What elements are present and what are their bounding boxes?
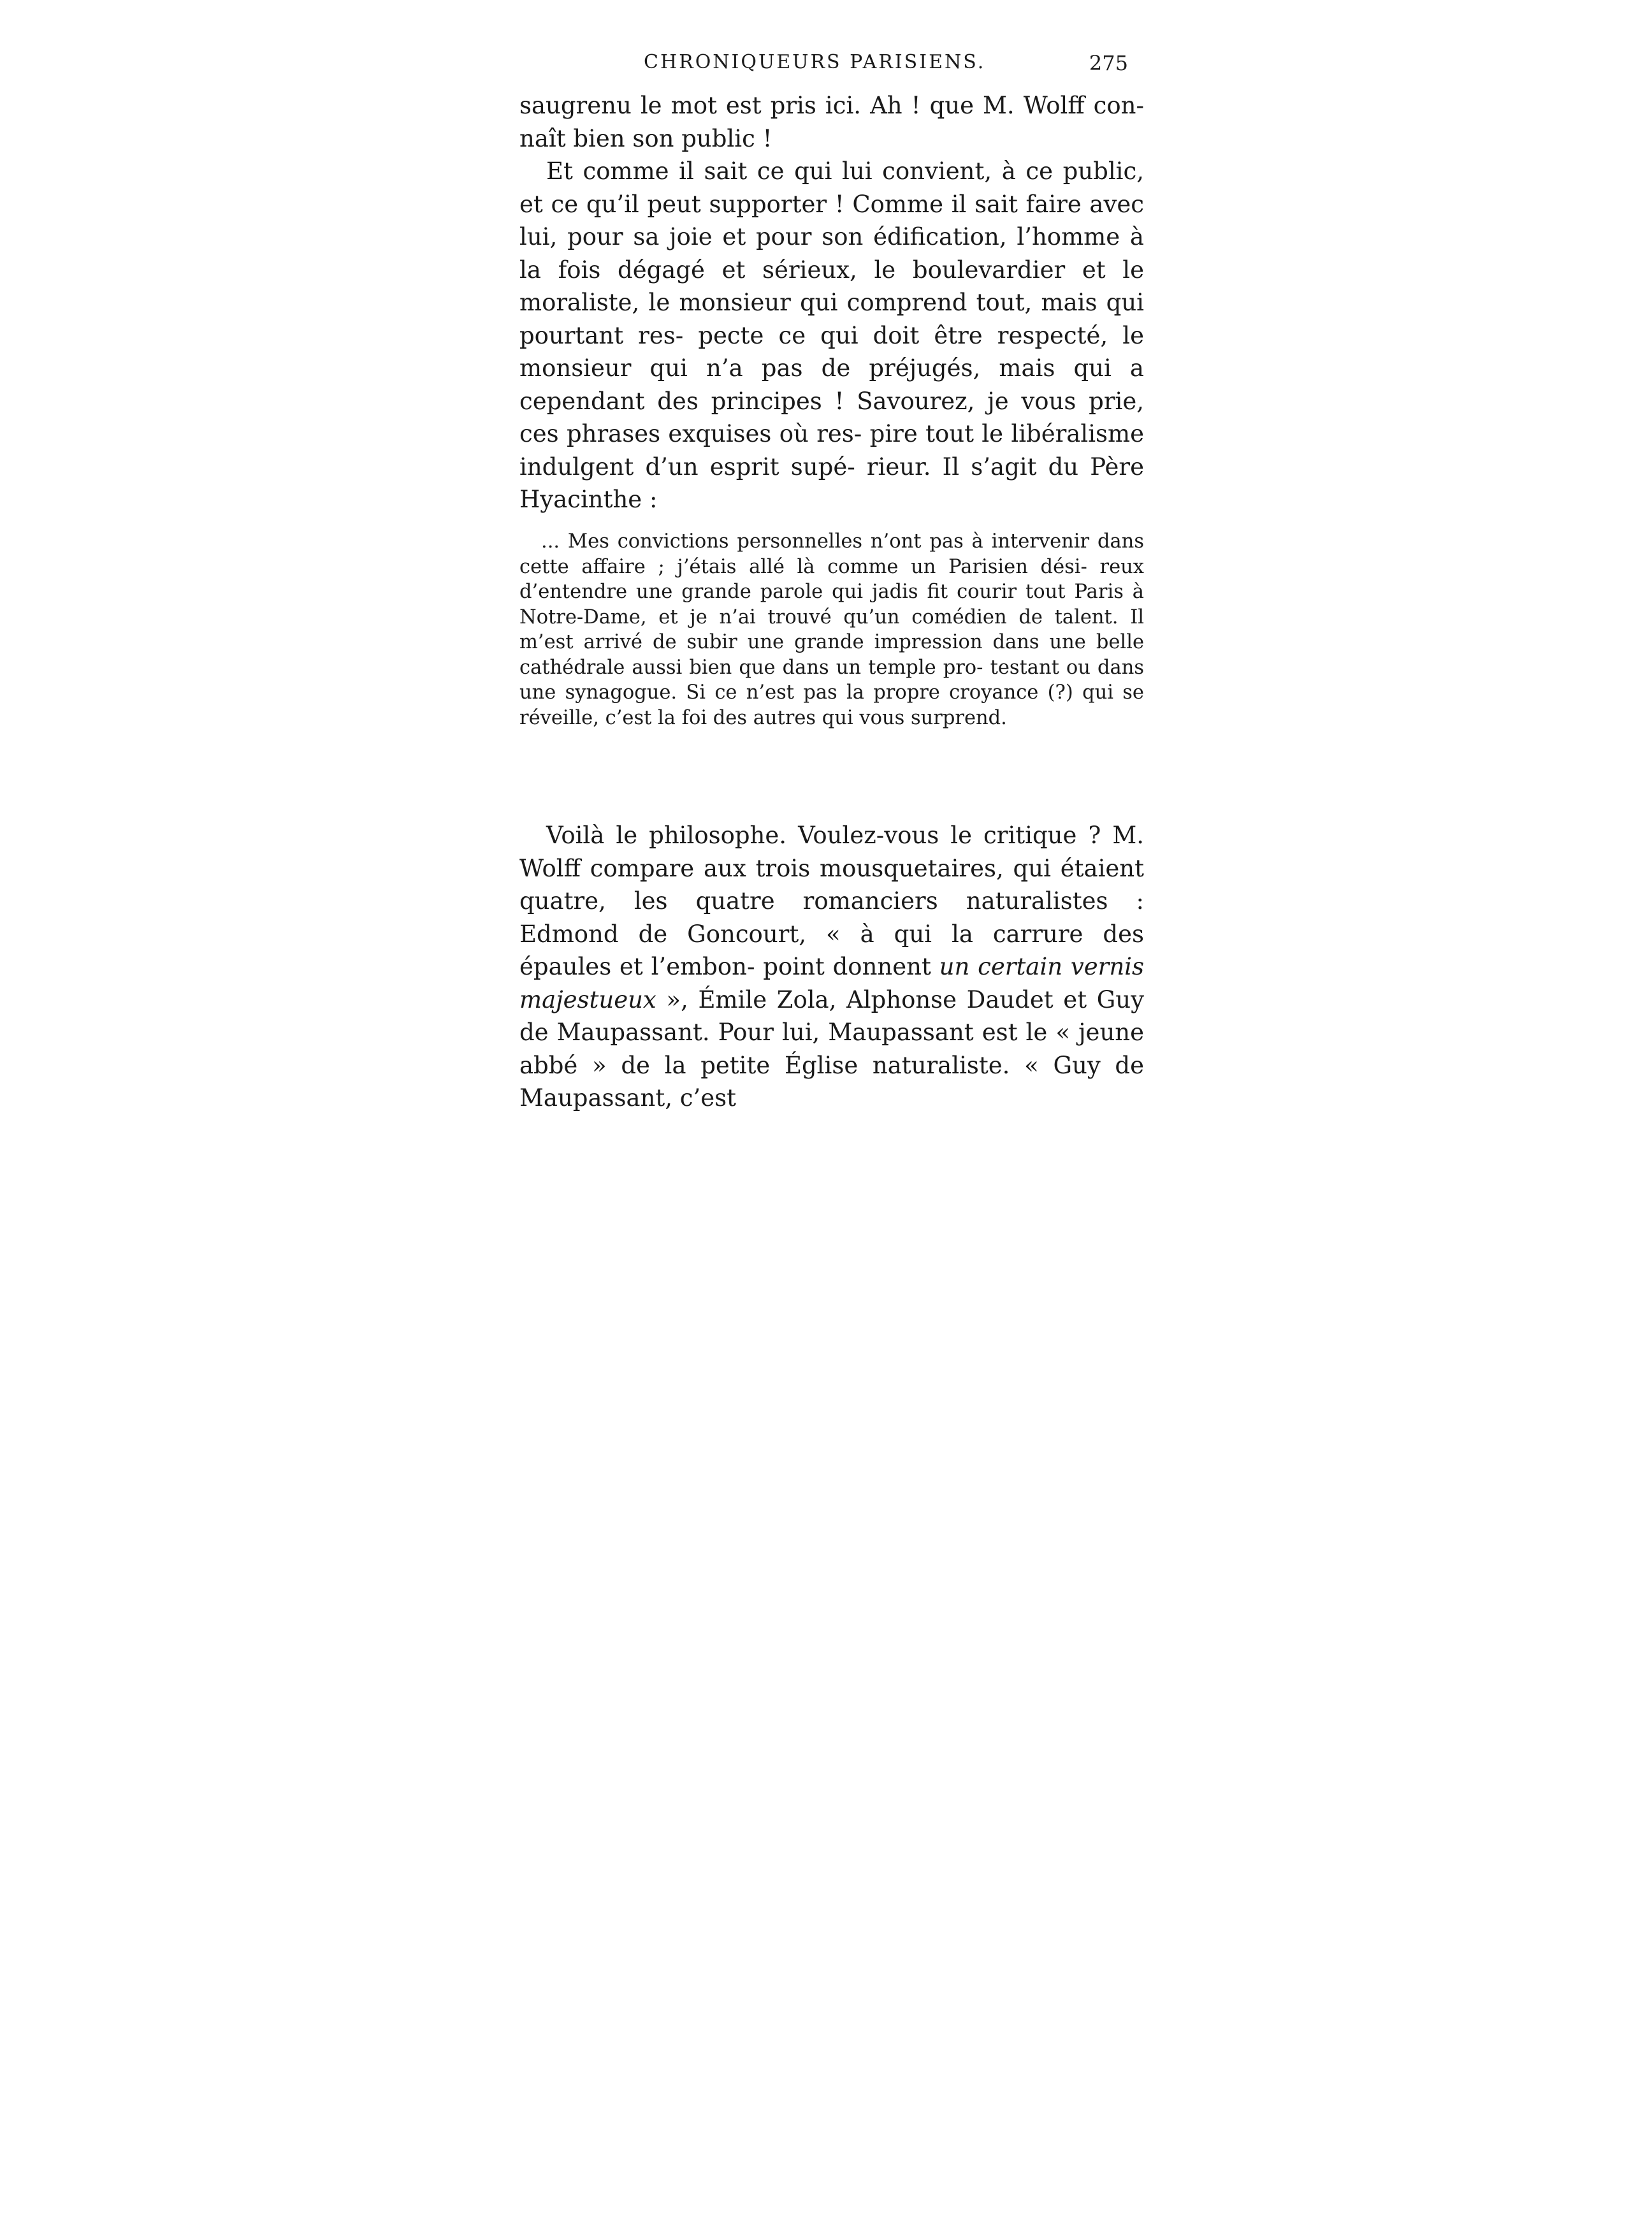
body-text-bottom <box>519 819 1144 1115</box>
page-number: 275 <box>1089 51 1128 75</box>
text-line: naît bien son public ! <box>519 124 772 152</box>
quote-line: ... Mes convictions personnelles n’ont pas à intervenir <box>541 530 1090 553</box>
paragraph <box>519 155 1144 516</box>
text-line: Savourez, je vous prie, ces phrases exquises où res- <box>519 387 1144 447</box>
text-line: Voilà le philosophe. Voulez-vous le critique ? <box>546 822 1101 849</box>
quote-paragraph <box>519 529 1144 730</box>
text-line: quatre, les quatre romanciers naturalistes : Edmond <box>519 887 1144 948</box>
quote-line: surprend. <box>910 706 1007 729</box>
quote-line: dans cette affaire ; j’étais allé là comme un Parisien dési- <box>519 530 1144 578</box>
block-quote <box>519 529 1144 730</box>
quote-line: reux d’entendre une grande parole qui jadis fit courir tout <box>519 555 1144 603</box>
text-line: de Goncourt, « à qui la carrure des épaules et l’embon- <box>519 920 1144 980</box>
running-title: CHRONIQUEURS PARISIENS. <box>644 51 986 73</box>
quote-line: testant ou dans une synagogue. Si ce n’est pas la propre <box>519 656 1145 704</box>
text-line: pour sa joie et pour son édification, l’homme à la fois <box>519 223 1144 284</box>
page-header <box>644 51 1128 83</box>
paragraph <box>519 819 1144 1115</box>
quote-line: Paris à Notre-Dame, et je n’ai trouvé qu’un comédien de <box>519 581 1144 628</box>
text-line: Et comme il sait ce qui lui convient, à ce public, et <box>519 157 1144 218</box>
text-fragment: point donnent <box>763 953 939 980</box>
text-line: M. Wolff compare aux trois mousquetaires, qui étaient <box>519 822 1144 882</box>
quote-line: talent. Il m’est arrivé de subir une grande impression dans <box>519 606 1145 653</box>
text-line: ce qu’il peut supporter ! Comme il sait faire avec lui, <box>519 190 1145 250</box>
italic-quotation: un certain vernis majestueux <box>519 953 1144 1013</box>
text-line: pire tout le libéralisme indulgent d’un esprit supé- <box>519 420 1145 481</box>
text-line: saugrenu le mot est pris ici. Ah ! que M. Wolff con- <box>519 92 1144 119</box>
text-line: lui, Maupassant est le « jeune abbé » de la petite <box>519 1019 1145 1079</box>
paragraph-continuation <box>519 89 1144 155</box>
quote-line: croyance (?) qui se réveille, c’est la foi des autres qui vous <box>519 681 1144 729</box>
text-line: rieur. Il s’agit du Père Hyacinthe : <box>519 453 1144 513</box>
text-line: monsieur qui comprend tout, mais qui pourtant res- <box>519 289 1144 349</box>
text-fragment: », Émile <box>656 985 767 1013</box>
text-line: dégagé et sérieux, le boulevardier et le moraliste, le <box>519 256 1144 316</box>
text-line: Église naturaliste. « Guy de Maupassant, c’est <box>519 1051 1145 1112</box>
body-text-top <box>519 89 1144 516</box>
text-line: pas de préjugés, mais qui a cependant des principes ! <box>519 354 1144 415</box>
text-line: Zola, Alphonse Daudet et Guy de Maupassant. Pour <box>519 985 1144 1046</box>
quote-line: une belle cathédrale aussi bien que dans un temple pro- <box>519 631 1144 679</box>
text-line: pecte ce qui doit être respecté, le monsieur qui n’a <box>519 321 1144 382</box>
